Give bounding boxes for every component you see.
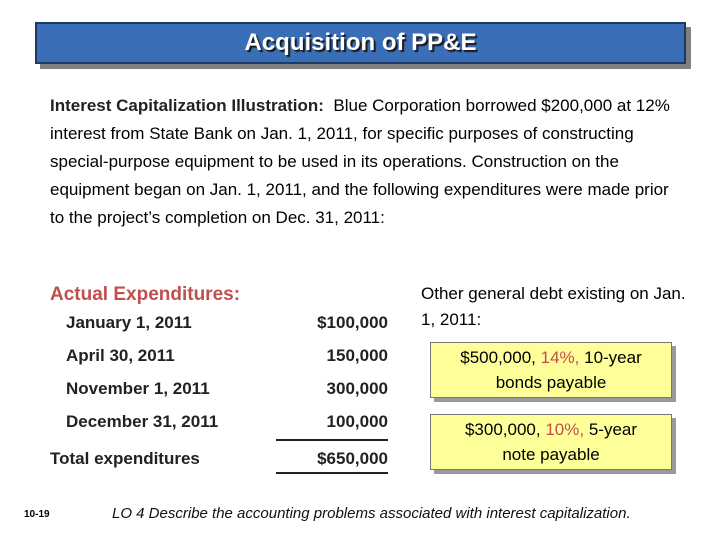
- debt-box-note: [430, 414, 672, 470]
- debt-line-1: [460, 345, 642, 370]
- expenditure-date: December 31, 2011: [66, 412, 219, 431]
- debt-term: 5-year: [588, 420, 638, 439]
- learning-objective: LO 4 Describe the accounting problems associated with interest capitalization.: [112, 505, 631, 522]
- expenditure-amount: $100,000: [317, 313, 388, 332]
- total-rule-bottom: [276, 472, 388, 474]
- slide-number: 10-19: [24, 509, 50, 520]
- expenditure-amount: 150,000: [326, 346, 388, 365]
- debt-type: bonds payable: [495, 373, 607, 392]
- total-amount: $650,000: [317, 449, 388, 468]
- expenditure-date: April 30, 2011: [66, 346, 175, 365]
- other-debt-heading: Other general debt existing on Jan. 1, 2011:: [421, 284, 686, 329]
- expenditures-heading: Actual Expenditures:: [50, 284, 241, 305]
- expenditure-date: January 1, 2011: [66, 313, 192, 332]
- debt-amount: $300,000,: [464, 420, 541, 439]
- debt-term: 10-year: [584, 348, 642, 367]
- debt-rate: 10%,: [545, 420, 585, 439]
- intro-text: Blue Corporation borrowed $200,000 at 12% interest from State Bank on Jan. 1, 2011, for specific purposes of constructing special-purpose equipment to be used in its operations. Construction on the equipment began on Jan. 1, 2011, and the following expenditures were made prior to the project’s completion on Dec. 31, 2011:: [50, 96, 670, 227]
- expenditure-date: November 1, 2011: [66, 379, 210, 398]
- debt-box-bonds: [430, 342, 672, 398]
- expenditure-row: [66, 379, 388, 405]
- expenditure-row: [66, 313, 388, 339]
- expenditure-row: [66, 346, 388, 372]
- expenditure-amount: 100,000: [326, 412, 388, 431]
- intro-lead: Interest Capitalization Illustration:: [50, 96, 324, 115]
- expenditure-amount: 300,000: [326, 379, 388, 398]
- debt-type: note payable: [502, 445, 600, 464]
- total-label: Total expenditures: [50, 449, 200, 468]
- slide-title: Acquisition of PP&E: [244, 29, 477, 56]
- debt-amount: $500,000,: [460, 348, 536, 367]
- total-rule-top: [276, 439, 388, 441]
- expenditure-row: [66, 412, 388, 438]
- debt-line-1: [465, 417, 637, 442]
- title-banner: [35, 22, 686, 64]
- intro-paragraph: [50, 92, 685, 232]
- debt-rate: 14%,: [540, 348, 580, 367]
